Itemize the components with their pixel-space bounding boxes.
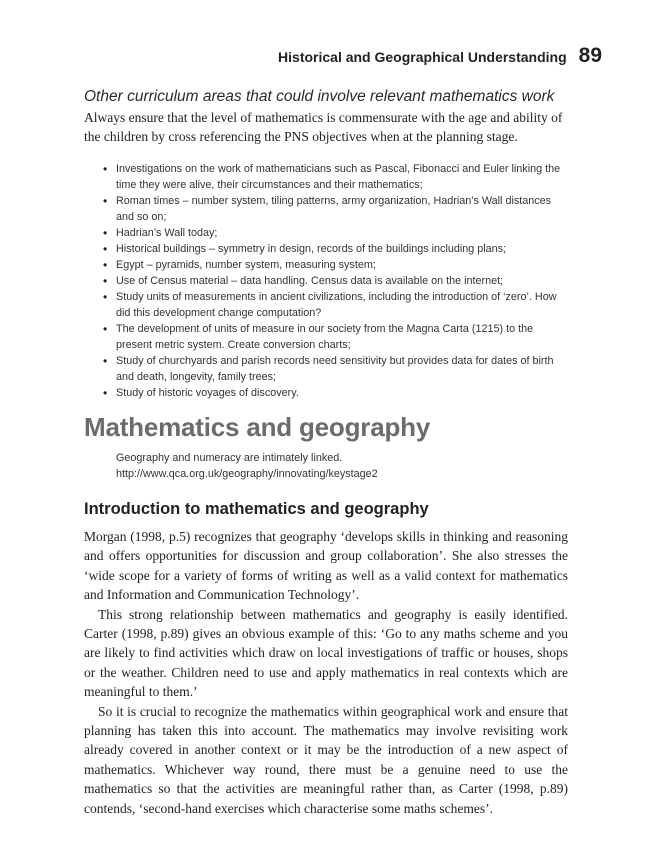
geography-note: Geography and numeracy are intimately linked. http://www.qca.org.uk/geography/innovating/keystage2 bbox=[116, 452, 378, 480]
list-item bbox=[100, 289, 570, 321]
curriculum-bullet-list bbox=[100, 161, 570, 401]
bullet-icon: • bbox=[103, 354, 108, 368]
bullet-icon: • bbox=[103, 194, 108, 208]
curriculum-intro: Always ensure that the level of mathematics is commensurate with the age and ability of the children by cross referencing the PNS objectives when at the planning stage. bbox=[84, 110, 563, 144]
list-item-text: Egypt – pyramids, number system, measuring system; bbox=[116, 259, 376, 271]
list-item bbox=[100, 193, 570, 225]
curriculum-heading: Other curriculum areas that could involve relevant mathematics work bbox=[84, 88, 555, 105]
running-title: Historical and Geographical Understanding bbox=[278, 49, 567, 65]
list-item-text: Study units of measurements in ancient civilizations, including the introduction of ‘zero’. How did this development change computation? bbox=[116, 291, 557, 319]
bullet-icon: • bbox=[103, 258, 108, 272]
list-item bbox=[100, 273, 570, 289]
list-item bbox=[100, 161, 570, 193]
bullet-icon: • bbox=[103, 226, 108, 240]
page-number: 89 bbox=[578, 44, 602, 67]
bullet-icon: • bbox=[103, 162, 108, 176]
body-text bbox=[84, 527, 568, 818]
bullet-icon: • bbox=[103, 322, 108, 336]
bullet-icon: • bbox=[103, 290, 108, 304]
list-item bbox=[100, 385, 570, 401]
section-heading: Mathematics and geography bbox=[84, 412, 431, 442]
paragraph: Morgan (1998, p.5) recognizes that geography ‘develops skills in thinking and reasoning and offers opportunities for discussion and group collaboration’. She also stresses the ‘wide scope for a variety of forms of writing as well as a valid context for mathematics and Information and Communication Technology’. bbox=[84, 529, 568, 603]
paragraph: This strong relationship between mathematics and geography is easily identified. Carter (1998, p.89) gives an obvious example of this: ‘Go to any maths scheme and you are likely to find activities which draw on local investigations of traffic or houses, shops or the weather. Children need to use and apply mathematics in real contexts which are meaningful to them.’ bbox=[84, 606, 568, 700]
bullet-icon: • bbox=[103, 274, 108, 288]
list-item bbox=[100, 353, 570, 385]
list-item-text: Hadrian’s Wall today; bbox=[116, 227, 218, 239]
list-item-text: The development of units of measure in our society from the Magna Carta (1215) to the present metric system. Create conversion charts; bbox=[116, 323, 534, 351]
list-item bbox=[100, 257, 570, 273]
bullet-icon: • bbox=[103, 386, 108, 400]
bullet-icon: • bbox=[103, 242, 108, 256]
list-item-text: Use of Census material – data handling. Census data is available on the internet; bbox=[116, 275, 504, 287]
list-item-text: Historical buildings – symmetry in design, records of the buildings including plans; bbox=[116, 243, 507, 255]
paragraph: So it is crucial to recognize the mathematics within geographical work and ensure that planning has taken this into account. The mathematics may involve revisiting work already covered in another context or it may be the introduction of a new aspect of mathematics. Whichever way round, there must be a genuine need to use the mathematics so that the activities are meaningful rather than, as Carter (1998, p.89) contends, ‘second-hand exercises which characterise some maths schemes’. bbox=[84, 703, 568, 816]
list-item-text: Roman times – number system, tiling patterns, army organization, Hadrian’s Wall distances and so on; bbox=[116, 195, 552, 223]
running-header bbox=[278, 44, 602, 68]
subsection-heading: Introduction to mathematics and geography bbox=[84, 500, 429, 518]
list-item bbox=[100, 321, 570, 353]
list-item-text: Study of historic voyages of discovery. bbox=[116, 387, 299, 399]
list-item bbox=[100, 225, 570, 241]
list-item bbox=[100, 241, 570, 257]
list-item-text: Study of churchyards and parish records need sensitivity but provides data for dates of birth and death, longevity, family trees; bbox=[116, 355, 554, 383]
list-item-text: Investigations on the work of mathematicians such as Pascal, Fibonacci and Euler linking the time they were alive, their circumstances and their mathematics; bbox=[116, 163, 561, 191]
